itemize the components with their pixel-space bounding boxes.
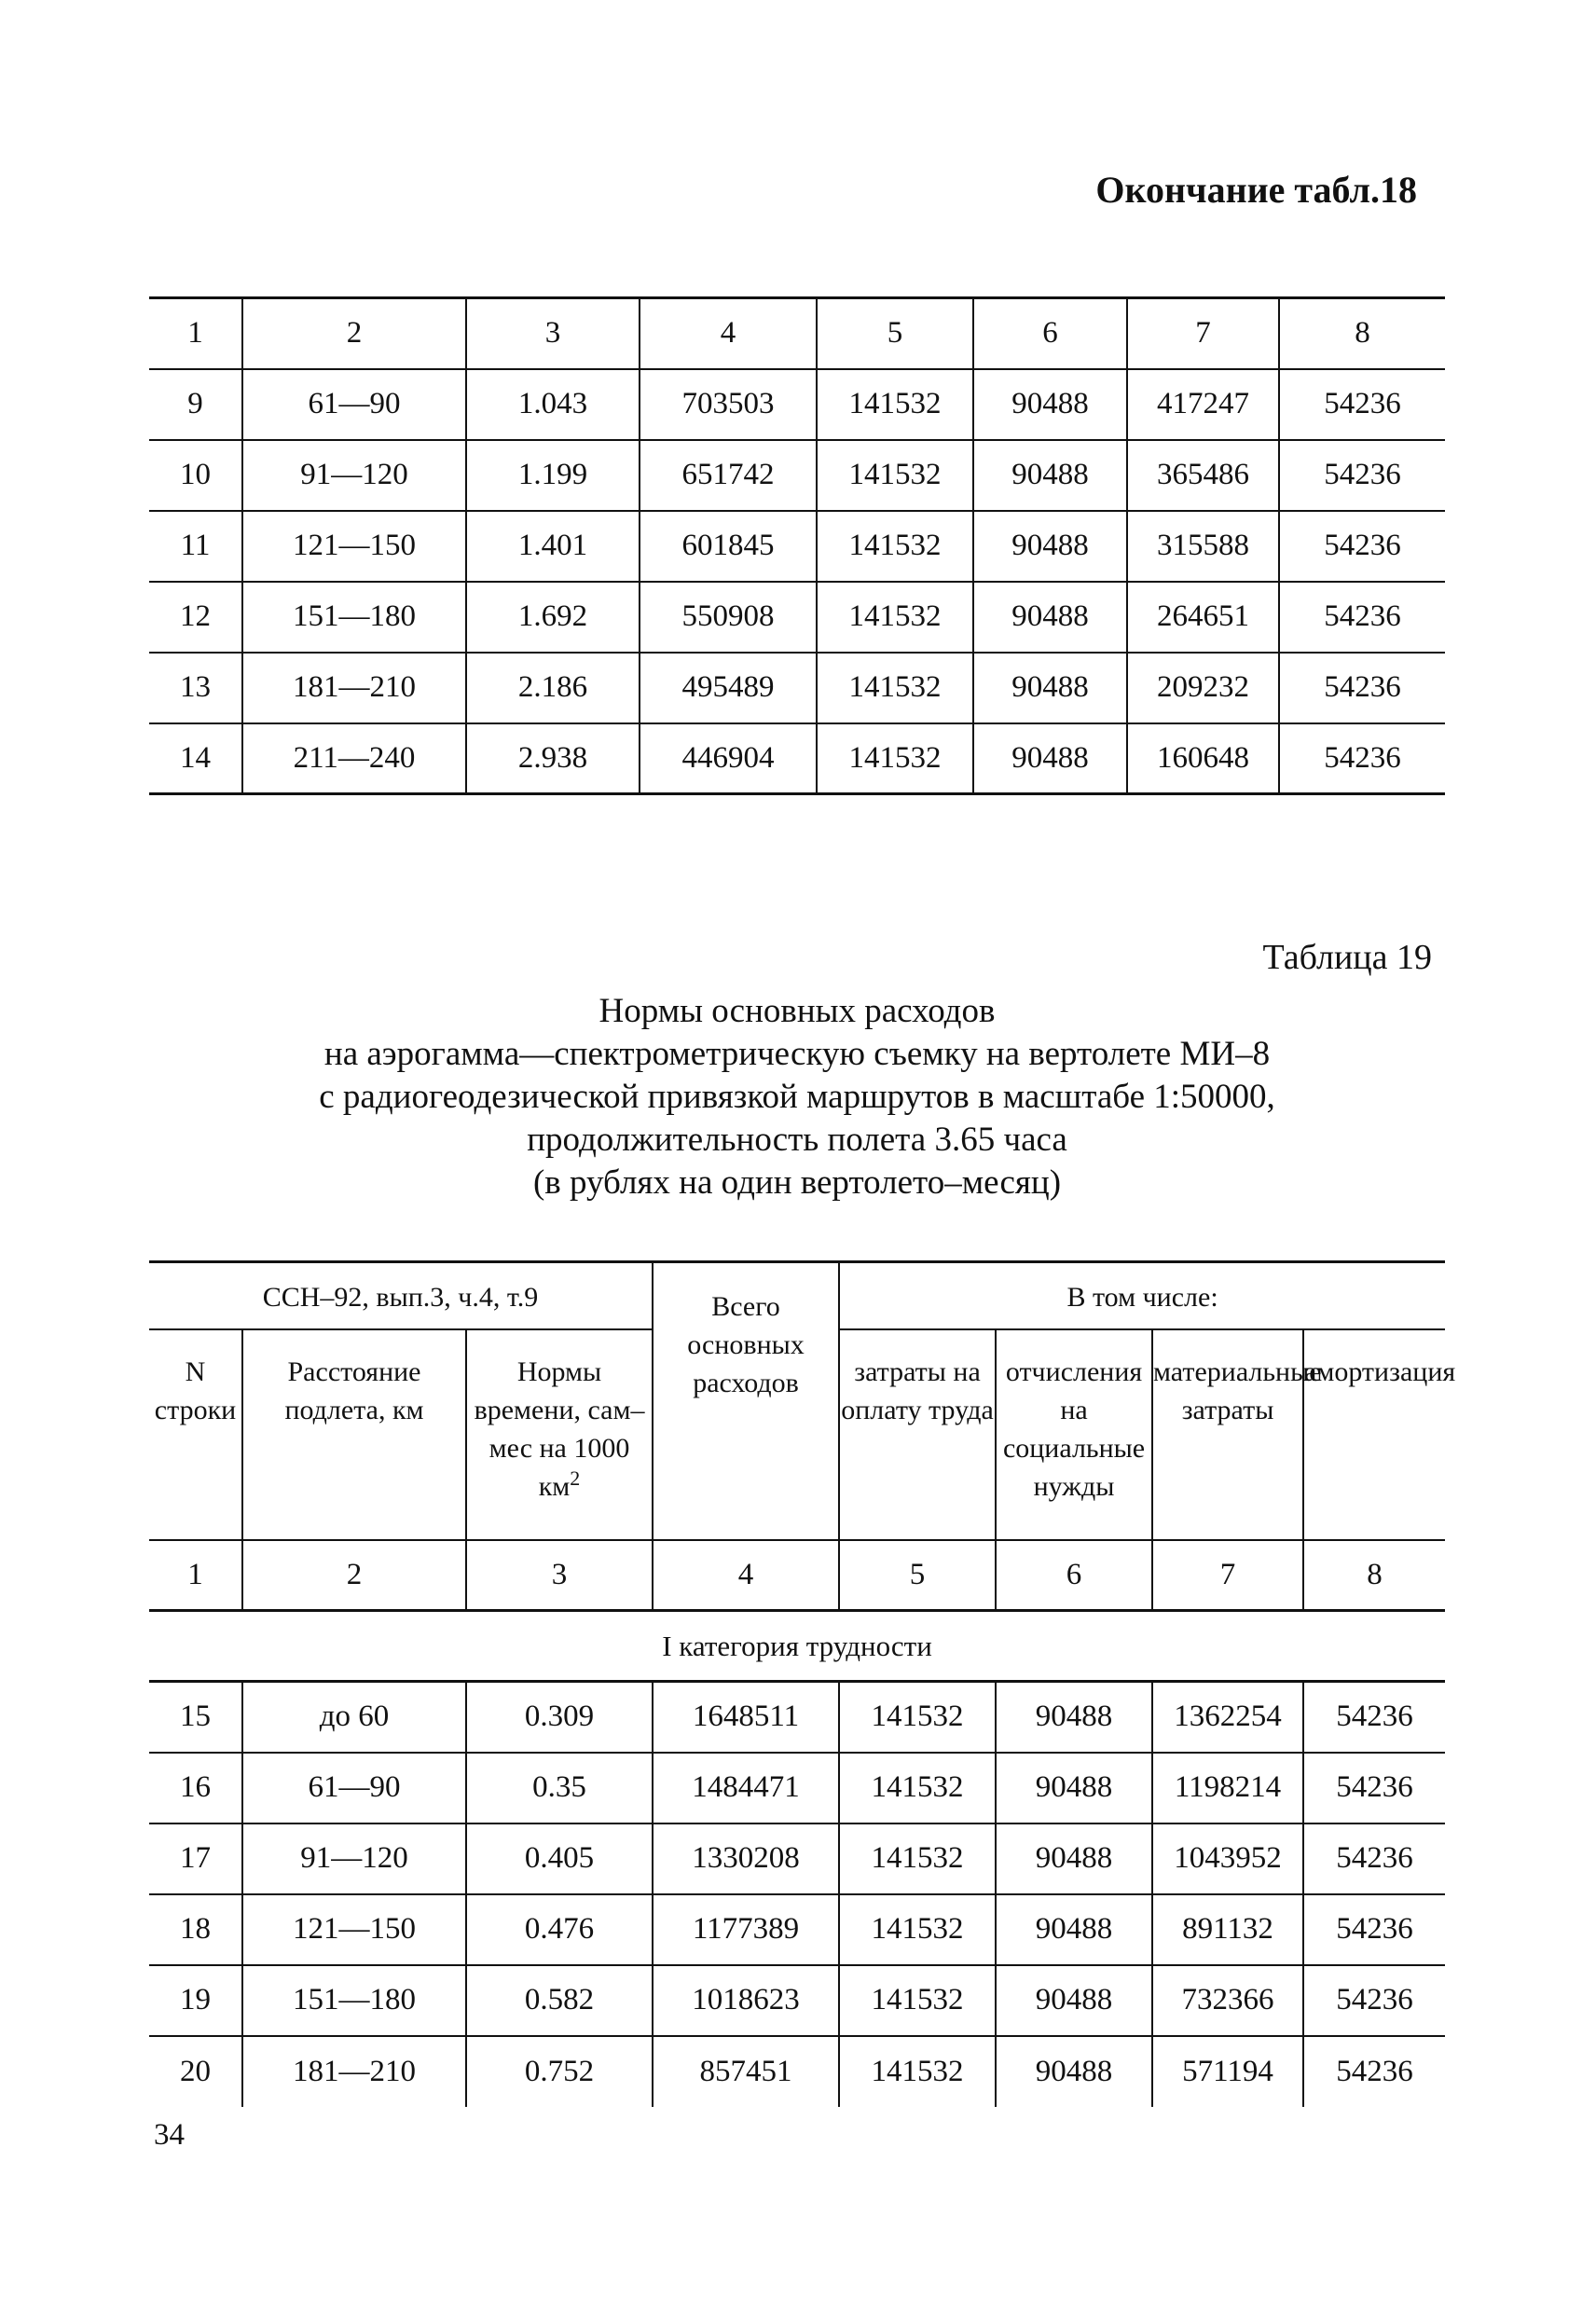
column-number-col2: 2 bbox=[242, 298, 466, 369]
cell-col3: 0.405 bbox=[466, 1823, 653, 1894]
cell-col3: 0.476 bbox=[466, 1894, 653, 1965]
category-label: I категория трудности bbox=[149, 1611, 1445, 1682]
cell-col1: 9 bbox=[149, 369, 242, 440]
header-including: В том числе: bbox=[839, 1262, 1445, 1329]
cell-col7: 571194 bbox=[1152, 2036, 1303, 2107]
column-number-col4: 4 bbox=[640, 298, 817, 369]
cell-col5: 141532 bbox=[817, 511, 973, 582]
header-total bbox=[653, 1262, 839, 1540]
cell-col4: 703503 bbox=[640, 369, 817, 440]
table-row bbox=[149, 653, 1445, 723]
cell-col7: 315588 bbox=[1127, 511, 1279, 582]
cell-col5: 141532 bbox=[839, 1753, 996, 1823]
cell-col5: 141532 bbox=[839, 1682, 996, 1753]
cell-col2: 151—180 bbox=[242, 1965, 466, 2036]
cell-col1: 16 bbox=[149, 1753, 242, 1823]
cell-col4: 446904 bbox=[640, 723, 817, 794]
cell-col8: 54236 bbox=[1303, 1682, 1445, 1753]
heading-line: продолжительность полета 3.65 часа bbox=[527, 1121, 1067, 1159]
cell-col7: 209232 bbox=[1127, 653, 1279, 723]
cell-col2: до 60 bbox=[242, 1682, 466, 1753]
cell-col6: 90488 bbox=[973, 653, 1127, 723]
cell-col1: 12 bbox=[149, 582, 242, 653]
cell-col1: 13 bbox=[149, 653, 242, 723]
cell-col8: 54236 bbox=[1303, 1753, 1445, 1823]
cell-col3: 0.309 bbox=[466, 1682, 653, 1753]
cell-col1: 17 bbox=[149, 1823, 242, 1894]
table-row bbox=[149, 369, 1445, 440]
cell-col7: 1043952 bbox=[1152, 1823, 1303, 1894]
cell-col5: 141532 bbox=[817, 653, 973, 723]
cell-col2: 151—180 bbox=[242, 582, 466, 653]
cell-col3: 1.692 bbox=[466, 582, 640, 653]
cell-col3: 0.582 bbox=[466, 1965, 653, 2036]
cell-col3: 0.35 bbox=[466, 1753, 653, 1823]
cell-col6: 90488 bbox=[973, 723, 1127, 794]
header-depreciation: амортизация bbox=[1303, 1329, 1445, 1540]
header-social: отчисления на социальные нужды bbox=[996, 1329, 1152, 1540]
category-row bbox=[149, 1611, 1445, 1682]
cell-col7: 1362254 bbox=[1152, 1682, 1303, 1753]
cell-col3: 2.938 bbox=[466, 723, 640, 794]
heading-line: (в рублях на один вертолето–месяц) bbox=[532, 1163, 1062, 1202]
cell-col4: 1177389 bbox=[653, 1894, 839, 1965]
cell-col5: 141532 bbox=[817, 369, 973, 440]
cell-col7: 365486 bbox=[1127, 440, 1279, 511]
cell-col1: 20 bbox=[180, 2054, 211, 2088]
cell-col2: 121—150 bbox=[242, 511, 466, 582]
cell-col8: 54236 bbox=[1303, 2036, 1445, 2107]
cell-col2: 61—90 bbox=[242, 369, 466, 440]
cell-col4: 601845 bbox=[640, 511, 817, 582]
cell-col4: 1648511 bbox=[653, 1682, 839, 1753]
column-number-row bbox=[149, 1540, 1445, 1611]
cell-col2: 121—150 bbox=[242, 1894, 466, 1965]
column-number-col7: 7 bbox=[1127, 298, 1279, 369]
column-number-col8: 8 bbox=[1303, 1540, 1445, 1611]
header-labor: затраты на оплату труда bbox=[839, 1329, 996, 1540]
cell-col6: 90488 bbox=[973, 369, 1127, 440]
cell-col7: 1198214 bbox=[1152, 1753, 1303, 1823]
cell-col8: 54236 bbox=[1303, 1823, 1445, 1894]
heading-line: на аэрогамма—спектрометрическую съемку на вертолете МИ–8 bbox=[323, 1035, 1271, 1073]
cell-col6: 90488 bbox=[996, 1682, 1152, 1753]
cell-col7: 417247 bbox=[1127, 369, 1279, 440]
cell-col8: 54236 bbox=[1279, 582, 1445, 653]
cell-col8: 54236 bbox=[1279, 440, 1445, 511]
table19-heading bbox=[149, 990, 1445, 1204]
cell-col5: 141532 bbox=[839, 2036, 996, 2107]
cell-col5: 141532 bbox=[839, 1965, 996, 2036]
heading-line: Нормы основных расходов bbox=[598, 992, 996, 1030]
cell-col4: 1484471 bbox=[653, 1753, 839, 1823]
table-19 bbox=[149, 1260, 1456, 2107]
header-total-text: Всего основных расходов bbox=[687, 1291, 805, 1398]
header-materials: материальные затраты bbox=[1152, 1329, 1303, 1540]
cell-col4: 1018623 bbox=[653, 1965, 839, 2036]
cell-col2: 211—240 bbox=[242, 723, 466, 794]
table-row bbox=[149, 440, 1445, 511]
cell-col5: 141532 bbox=[839, 1823, 996, 1894]
cell-col3: 0.752 bbox=[466, 2036, 653, 2107]
cell-col6: 90488 bbox=[996, 1753, 1152, 1823]
table-row bbox=[149, 511, 1445, 582]
table18-continuation-title: Окончание табл.18 bbox=[1095, 169, 1417, 211]
cell-col3: 1.199 bbox=[466, 440, 640, 511]
cell-col6: 90488 bbox=[996, 1894, 1152, 1965]
cell-col1: 19 bbox=[149, 1965, 242, 2036]
column-number-col3: 3 bbox=[466, 298, 640, 369]
cell-col8: 54236 bbox=[1279, 653, 1445, 723]
cell-col2: 181—210 bbox=[242, 2036, 466, 2107]
table-row bbox=[149, 1965, 1445, 2036]
column-number-col6: 6 bbox=[973, 298, 1127, 369]
cell-col4: 1330208 bbox=[653, 1823, 839, 1894]
cell-col6: 90488 bbox=[996, 1965, 1152, 2036]
cell-col5: 141532 bbox=[817, 582, 973, 653]
column-number-row bbox=[149, 298, 1445, 369]
cell-col1: 10 bbox=[149, 440, 242, 511]
header-ssn: ССН–92, вып.3, ч.4, т.9 bbox=[149, 1262, 653, 1329]
table19-label: Таблица 19 bbox=[1262, 938, 1432, 977]
table-row bbox=[149, 1682, 1445, 1753]
table-row bbox=[149, 723, 1445, 794]
cell-col2: 91—120 bbox=[242, 1823, 466, 1894]
cell-col3: 1.043 bbox=[466, 369, 640, 440]
cell-col1: 11 bbox=[149, 511, 242, 582]
cell-col2: 181—210 bbox=[242, 653, 466, 723]
page-number: 34 bbox=[154, 2118, 185, 2152]
cell-col8: 54236 bbox=[1279, 369, 1445, 440]
cell-col8: 54236 bbox=[1279, 723, 1445, 794]
cell-col8: 54236 bbox=[1279, 511, 1445, 582]
cell-col4: 857451 bbox=[653, 2036, 839, 2107]
cell-col2: 91—120 bbox=[242, 440, 466, 511]
cell-col8: 54236 bbox=[1303, 1894, 1445, 1965]
table-18-end bbox=[149, 296, 1445, 795]
cell-col6: 90488 bbox=[973, 582, 1127, 653]
column-number-col1: 1 bbox=[149, 298, 242, 369]
cell-col5: 141532 bbox=[817, 723, 973, 794]
cell-col7: 732366 bbox=[1152, 1965, 1303, 2036]
header-row-number: N строки bbox=[149, 1329, 242, 1540]
column-number-col5: 5 bbox=[839, 1540, 996, 1611]
cell-col6: 90488 bbox=[973, 511, 1127, 582]
cell-col3: 1.401 bbox=[466, 511, 640, 582]
cell-col7: 264651 bbox=[1127, 582, 1279, 653]
cell-col6: 90488 bbox=[996, 2036, 1152, 2107]
cell-col1: 15 bbox=[149, 1682, 242, 1753]
column-number-col3: 3 bbox=[466, 1540, 653, 1611]
column-number-col1: 1 bbox=[149, 1540, 242, 1611]
cell-col7: 891132 bbox=[1152, 1894, 1303, 1965]
cell-col4: 495489 bbox=[640, 653, 817, 723]
cell-col7: 160648 bbox=[1127, 723, 1279, 794]
cell-col1: 18 bbox=[149, 1894, 242, 1965]
column-number-col8: 8 bbox=[1279, 298, 1445, 369]
heading-line: с радиогеодезической привязкой маршрутов в масштабе 1:50000, bbox=[319, 1078, 1275, 1116]
column-number-col7: 7 bbox=[1152, 1540, 1303, 1611]
table-row bbox=[149, 582, 1445, 653]
column-number-col5: 5 bbox=[817, 298, 973, 369]
header-time-norm bbox=[466, 1329, 653, 1540]
cell-col3: 2.186 bbox=[466, 653, 640, 723]
table-row bbox=[149, 2036, 1445, 2107]
column-number-col4: 4 bbox=[653, 1540, 839, 1611]
cell-col5: 141532 bbox=[817, 440, 973, 511]
cell-col4: 550908 bbox=[640, 582, 817, 653]
cell-col6: 90488 bbox=[973, 440, 1127, 511]
table-row bbox=[149, 1894, 1445, 1965]
header-time-norm-text: Нормы времени, сам–мес на 1000 км bbox=[474, 1356, 645, 1502]
cell-col8: 54236 bbox=[1303, 1965, 1445, 2036]
header-time-norm-sup: 2 bbox=[570, 1466, 581, 1490]
cell-col5: 141532 bbox=[839, 1894, 996, 1965]
column-number-col2: 2 bbox=[242, 1540, 466, 1611]
table-row bbox=[149, 1823, 1445, 1894]
cell-col2: 61—90 bbox=[242, 1753, 466, 1823]
header-distance: Расстояние подлета, км bbox=[242, 1329, 466, 1540]
cell-col6: 90488 bbox=[996, 1823, 1152, 1894]
cell-col1: 14 bbox=[149, 723, 242, 794]
cell-col4: 651742 bbox=[640, 440, 817, 511]
table-row bbox=[149, 1753, 1445, 1823]
column-number-col6: 6 bbox=[996, 1540, 1152, 1611]
